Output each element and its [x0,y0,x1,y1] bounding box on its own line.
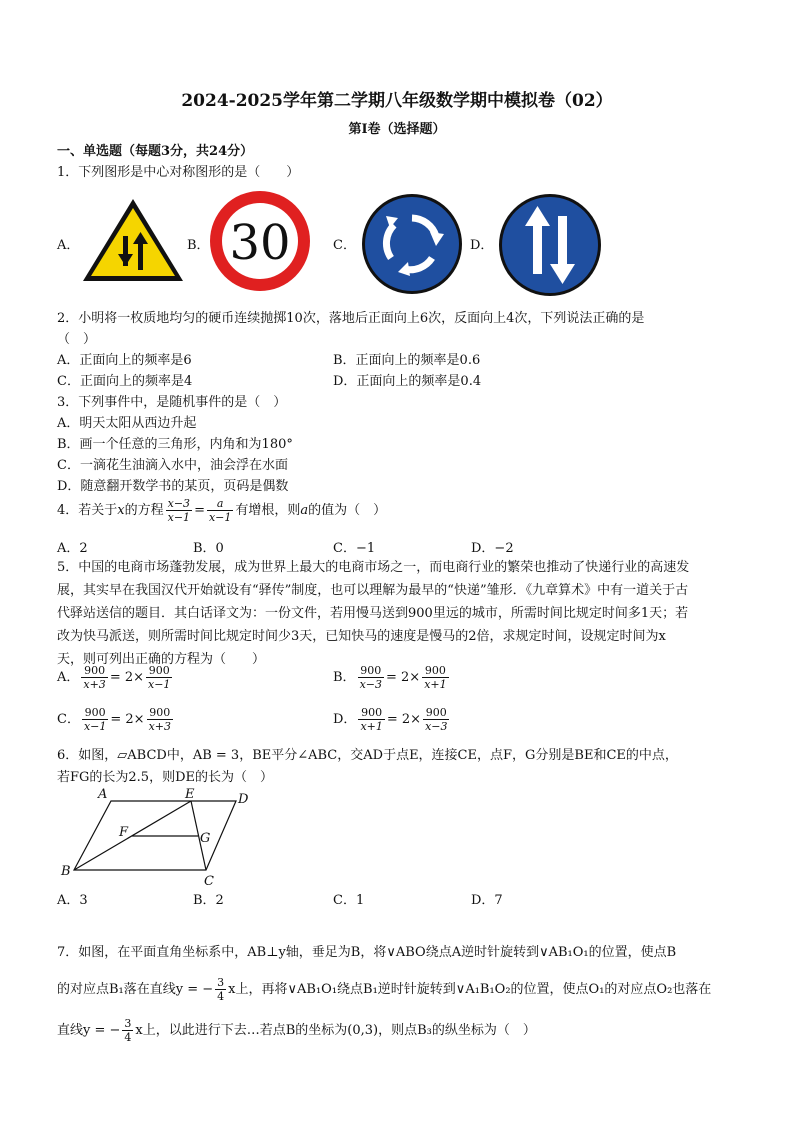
q4-prefix: 4．若关于 [57,503,118,518]
q4-fraction-right [207,497,233,524]
q5-line-4: 改为快马派送，则所需时间比规定时间少3天，已知快马的速度是慢马的2倍，求规定时间，设规定时间为x [57,629,666,644]
q6-option-d: D．7 [471,893,503,908]
q5-option-c-right-num: 900 [147,706,173,720]
q4-option-b: B．0 [193,541,224,556]
q5-line-1: 5．中国的电商市场蓬勃发展，成为世界上最大的电商市场之一，而电商行业的繁荣也推动了快递行业的高速发 [57,560,690,575]
q5-option-d-left-num: 900 [358,706,384,720]
q4-stem [57,497,386,524]
q3-option-b: B．画一个任意的三角形，内角和为180° [57,437,293,452]
q5-option-a-right-den: x−1 [148,678,171,691]
q1-option-c-label: C． [333,238,356,253]
q7-line2-frac-num: 3 [217,976,225,989]
q5-option-c-left-num: 900 [82,706,108,720]
q1-stem: 1．下列图形是中心对称图形的是（ ） [57,165,300,180]
q4-fraction-left-num: x−3 [167,497,191,510]
q6-stem-line1: 6．如图，▱ABCD中，AB = 3，BE平分∠ABC，交AD于点E，连接CE，点F，G分别是BE和CE的中点， [57,748,678,763]
q6-option-b: B．2 [193,893,224,908]
q2-stem-line2: （ ） [57,332,97,347]
q4-suffix1: 有增根，则 [235,503,301,518]
q5-option-a-left-num: 900 [81,664,107,678]
q4-option-d: D．−2 [471,541,514,556]
q5-option-c [57,706,175,733]
point-label-b: B [61,864,71,879]
q4-equals: = [194,503,205,518]
q7-line3-frac-num: 3 [124,1017,132,1030]
q5-option-d-label: D． [333,712,357,727]
q2-option-d: D．正面向上的频率是0.4 [333,374,482,389]
q4-suffix2: 的值为（ ） [308,503,387,518]
parallelogram-figure [56,786,266,886]
q4-option-a: A．2 [57,541,88,556]
warning-yellow-fill [91,208,175,276]
q6-option-a: A．3 [57,893,88,908]
point-label-c: C [204,874,214,886]
q2-option-b: B．正面向上的频率是0.6 [333,353,481,368]
warning-triangle-sign [80,196,186,284]
q5-option-b-left-num: 900 [358,664,384,678]
q4-var-x: x [117,503,125,518]
q3-stem: 3．下列事件中，是随机事件的是（ ） [57,395,287,410]
q5-option-b-operator: = 2× [385,670,421,685]
q7-line2-part-b: x上，再将∨AB₁O₁绕点B₁逆时针旋转到∨A₁B₁O₂的位置，使点O₁的对应点O₂也落在 [228,982,712,997]
paper-title: 2024-2025学年第二学期八年级数学期中模拟卷（02） [181,91,613,111]
q2-option-a: A．正面向上的频率是6 [57,353,192,368]
point-label-f: F [119,825,129,840]
q5-line-2: 展，其实早在我国汉代开始就设有“驿传”制度，也可以理解为最早的“快递”雏形．《九章算术》中有一道关于古 [57,583,689,598]
q7-line3-part-b: x上，以此进行下去…若点B的坐标为(0,3)，则点B₃的纵坐标为（ ） [135,1023,536,1038]
roundabout-sign [360,192,464,296]
q1-option-b-label: B． [187,238,210,253]
q5-option-a [57,664,174,691]
q4-var-a: a [300,503,309,518]
q5-option-d-left-den: x+1 [360,720,383,733]
q4-fraction-left-den: x−1 [167,511,191,524]
q1-option-a-label: A． [57,238,80,253]
q5-option-c-label: C． [57,712,80,727]
q5-option-d-right-num: 900 [423,706,449,720]
q2-option-c: C．正面向上的频率是4 [57,374,193,389]
q7-line3-part-a: 直线y = − [57,1023,121,1038]
point-label-g: G [200,831,211,846]
q7-line2-frac-den: 4 [217,990,225,1003]
q5-option-b-right-den: x+1 [424,678,447,691]
q5-option-d [333,706,451,733]
q7-stem-line3 [57,1017,536,1044]
q6-stem-line2: 若FG的长为2.5，则DE的长为（ ） [57,770,273,785]
q4-fraction-left [166,497,192,524]
q5-line-3: 代驿站送信的题目．其白话译文为：一份文件，若用慢马送到900里远的城市，所需时间比规定时间多1天；若 [57,606,689,621]
point-label-e: E [185,787,195,802]
q5-option-b-label: B． [333,670,356,685]
q7-line2-part-a: 的对应点B₁落在直线y = − [57,982,214,997]
q5-option-c-operator: = 2× [110,712,145,727]
q2-stem-line1: 2．小明将一枚质地均匀的硬币连续抛掷10次，落地后正面向上6次，反面向上4次，下列说法正确的是 [57,311,645,326]
q5-option-d-right-den: x−3 [425,720,448,733]
q3-option-d: D．随意翻开数学书的某页，页码是偶数 [57,479,289,494]
q5-option-a-right-num: 900 [146,664,172,678]
q5-option-c-left-den: x−1 [83,720,107,733]
speed-limit-number: 30 [229,215,291,271]
q3-option-a: A．明天太阳从西边升起 [57,416,197,431]
q4-mid: 的方程 [124,503,164,518]
q4-fraction-right-den: x−1 [208,511,232,524]
q5-option-b-left-den: x−3 [359,678,382,691]
q3-option-c: C．一滴花生油滴入水中，油会浮在水面 [57,458,288,473]
q7-stem-line2 [57,976,711,1003]
two-way-traffic-sign [497,192,603,298]
point-label-d: D [238,792,249,807]
q1-option-d-label: D． [470,238,494,253]
point-label-a: A [98,787,108,802]
q6-option-c: C．1 [333,893,365,908]
paper-subtitle: 第Ⅰ卷（选择题） [348,122,446,137]
q5-option-c-right-den: x+3 [148,720,171,733]
q4-fraction-right-num: a [207,497,233,511]
q4-option-c: C．−1 [333,541,376,556]
q5-option-a-label: A． [57,670,80,685]
q5-option-a-operator: = 2× [109,670,145,685]
q5-option-d-operator: = 2× [386,712,422,727]
q5-option-b [333,664,451,691]
q5-line-5: 天，则可列出正确的方程为（ ） [57,652,266,667]
q5-option-a-left-den: x+3 [83,678,106,691]
speed-limit-sign [208,189,312,293]
q7-line3-frac-den: 4 [124,1031,132,1044]
q5-option-b-right-num: 900 [422,664,448,678]
section-heading: 一、单选题（每题3分，共24分） [57,144,254,159]
q7-stem-line1: 7．如图，在平面直角坐标系中，AB⊥y轴，垂足为B，将∨ABO绕点A逆时针旋转到∨AB₁O₁的位置，使点B [57,945,677,960]
